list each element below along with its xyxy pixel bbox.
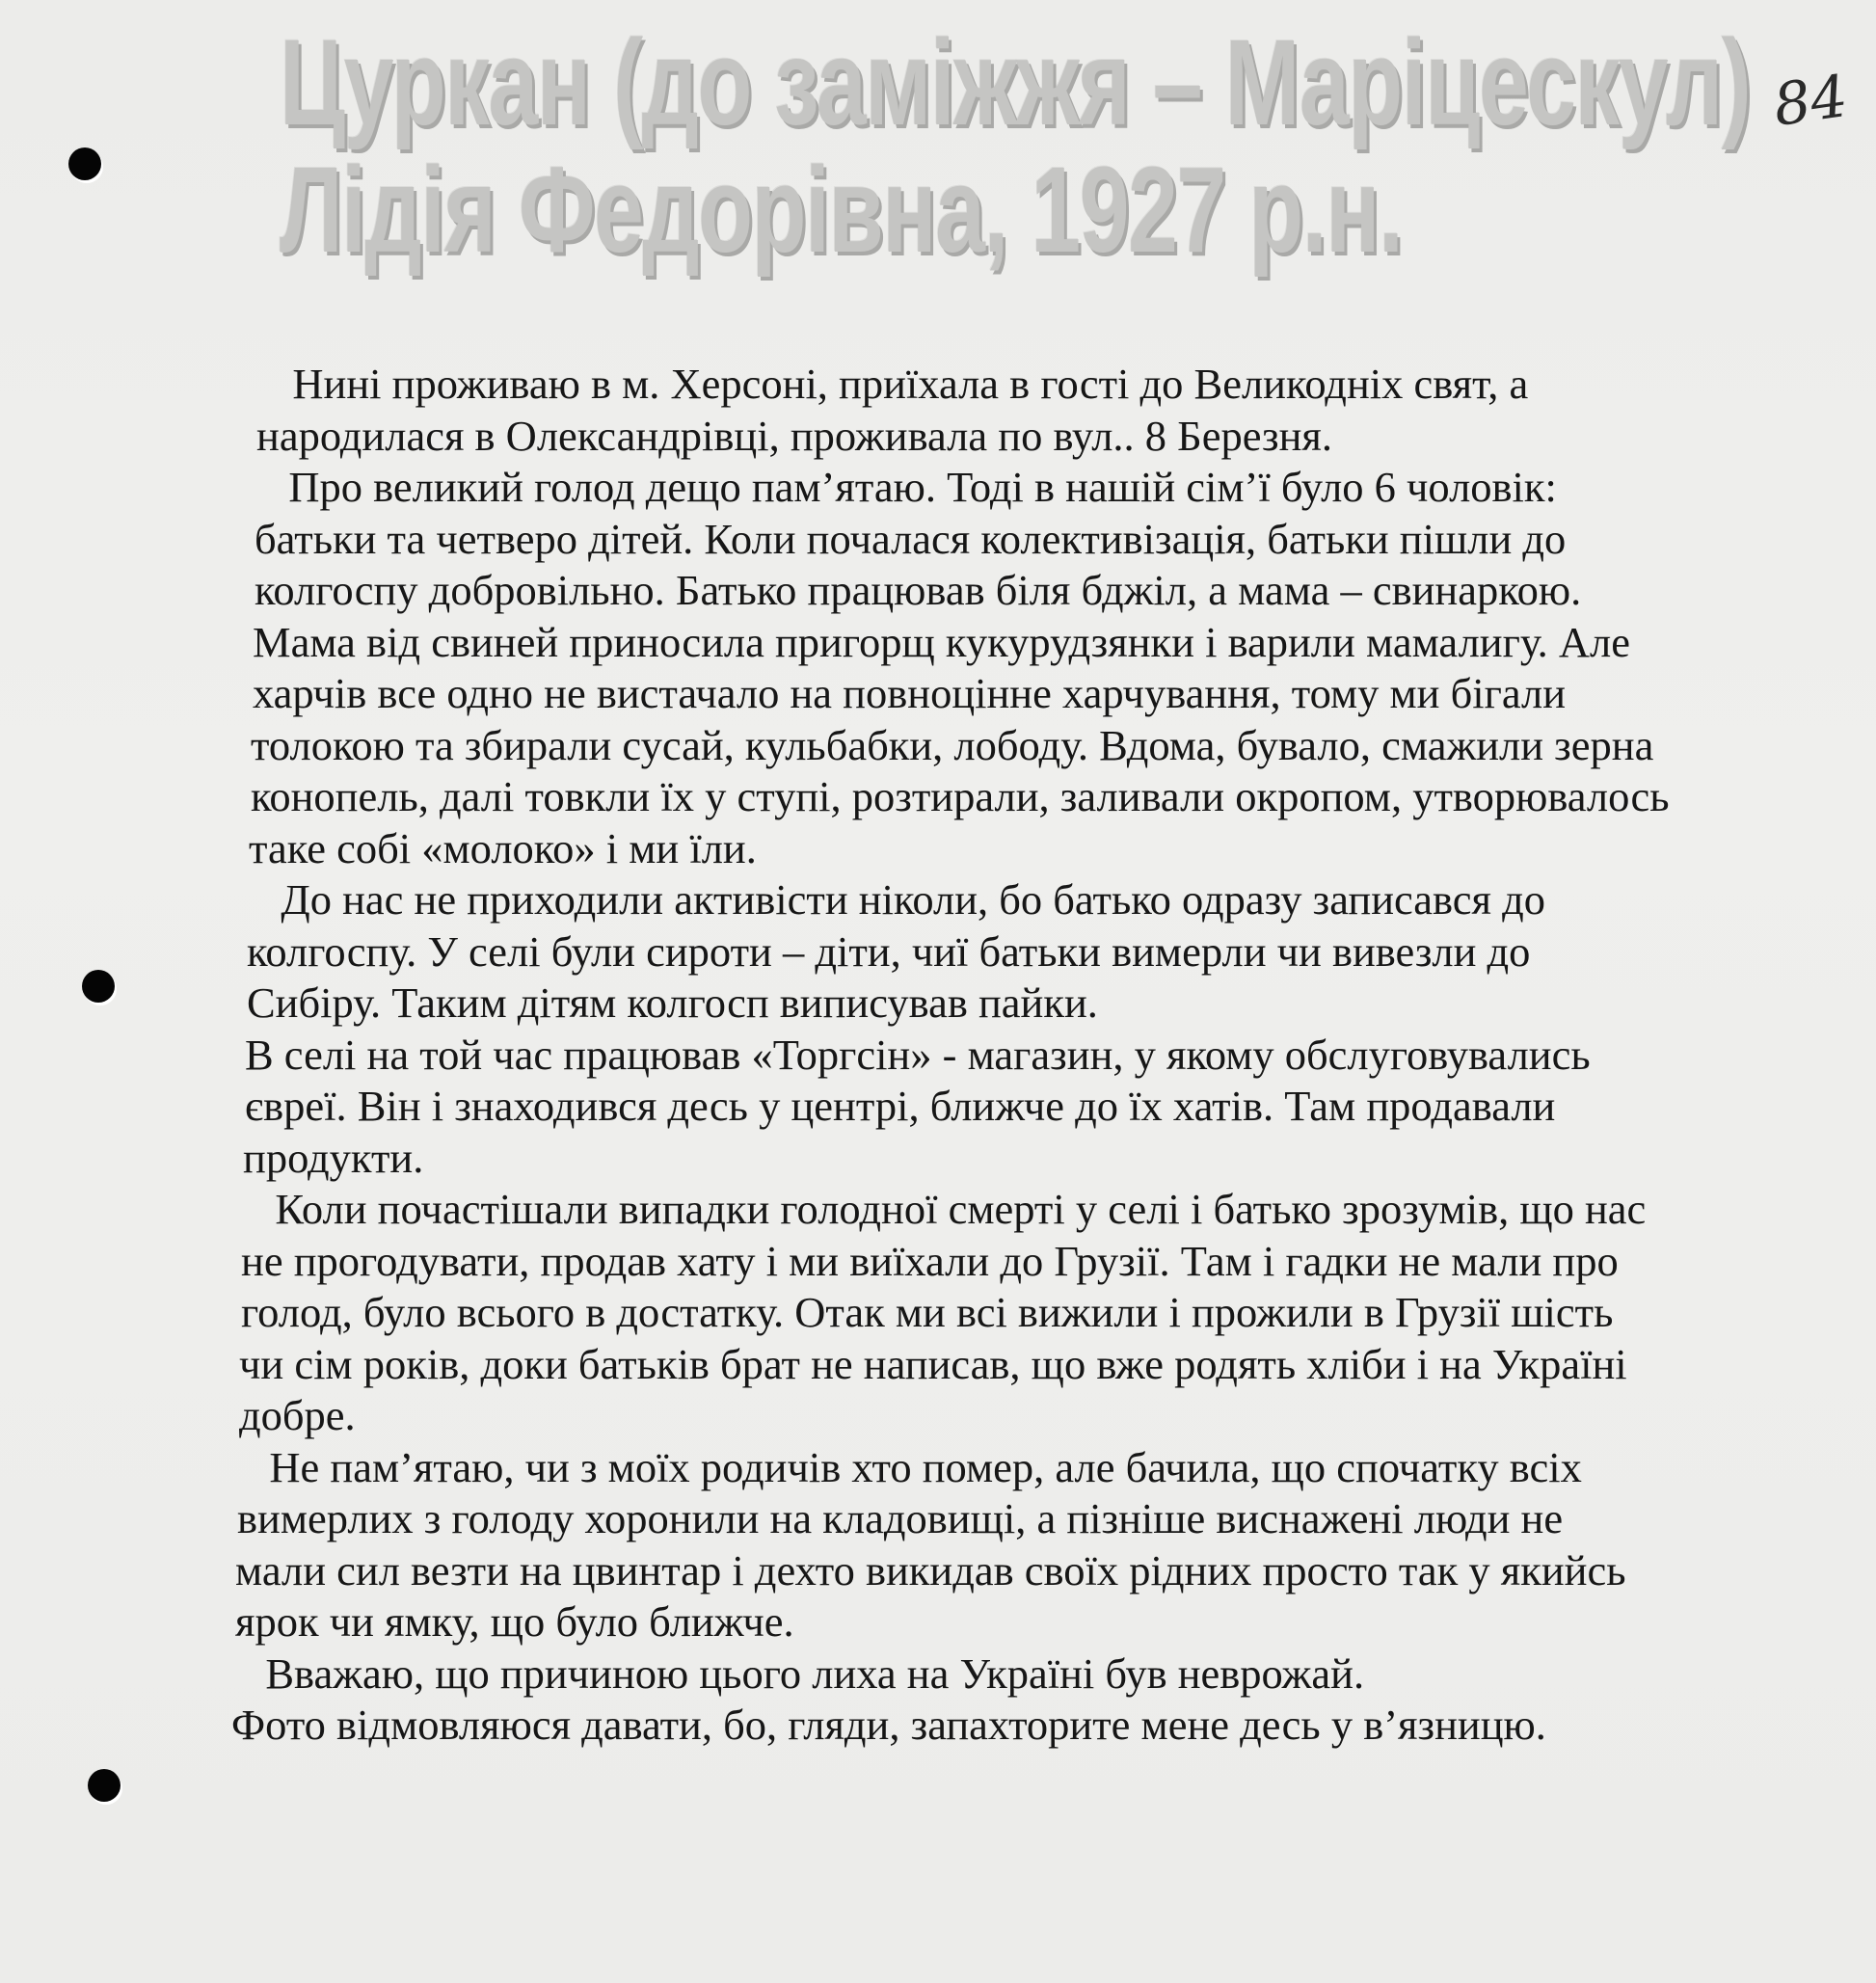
title-line-1: Цуркан (до заміжжя – Маріцескул) — [280, 14, 1751, 150]
text-line: ярок чи ямку, що було ближче. — [235, 1597, 794, 1646]
text-line: чи сім років, доки батьків брат не написав, що вже родять хліби і на Україні — [239, 1339, 1627, 1388]
text-line: голод, було всього в достатку. Отак ми всі вижили і прожили в Грузії шість — [241, 1288, 1614, 1336]
handwritten-page-number: 84 — [1769, 63, 1852, 140]
text-line: Коли почастішали випадки голодної смерті у селі і батько зрозумів, що нас — [243, 1185, 1647, 1233]
punch-hole — [82, 970, 115, 1003]
text-line: Нині проживаю в м. Херсоні, приїхала в гості до Великодніх свят, а — [260, 360, 1529, 408]
text-line: Мама від свиней приносила пригорщ кукурудзянки і варили мамалигу. Але — [253, 617, 1630, 666]
text-line: народилася в Олександрівці, проживала по вул.. 8 Березня. — [256, 411, 1333, 460]
document-title — [280, 14, 1751, 278]
text-line: мали сил везти на цвинтар і дехто викидав своїх рідних просто так у якийсь — [235, 1545, 1626, 1594]
text-line: колгоспу добровільно. Батько працював біля бджіл, а мама – свинаркою. — [255, 566, 1582, 614]
text-line: батьки та четверо дітей. Коли почалася колективізація, батьки пішли до — [255, 514, 1567, 563]
text-line: конопель, далі товкли їх у ступі, розтирали, заливали окропом, утворювалось — [251, 772, 1670, 820]
text-line: Про великий голод дещо пам’ятаю. Тоді в нашій сім’ї було 6 чоловік: — [256, 463, 1557, 511]
text-line: продукти. — [243, 1133, 424, 1182]
text-line: таке собі «молоко» і ми їли. — [249, 823, 757, 872]
text-line: колгоспу. У селі були сироти – діти, чиї батьки вимерли чи вивезли до — [247, 926, 1531, 976]
title-line-2: Лідія Федорівна, 1927 р.н. — [280, 142, 1403, 278]
text-line: Фото відмовляюся давати, бо, гляди, запахторите мене десь у в’язницю. — [231, 1701, 1546, 1749]
text-line: євреї. Він і знаходився десь у центрі, ближче до їх хатів. Там продавали — [245, 1082, 1556, 1130]
text-line: Не пам’ятаю, чи з моїх родичів хто помер, але бачила, що спочатку всіх — [237, 1442, 1582, 1491]
text-line: толокою та збирали сусай, кульбабки, лободу. Вдома, бувало, смажили зерна — [251, 720, 1654, 769]
text-line: добре. — [239, 1391, 356, 1439]
text-line: До нас не приходили активісти ніколи, бо батько одразу записався до — [249, 875, 1546, 924]
punch-hole — [68, 147, 101, 180]
text-line: не прогодувати, продав хату і ми виїхали до Грузії. Там і гадки не мали про — [241, 1236, 1619, 1285]
text-line: Сибіру. Таким дітям колгосп виписував пайки. — [247, 978, 1098, 1027]
text-line: В селі на той час працював «Торгсін» - магазин, у якому обслуговувались — [245, 1030, 1591, 1079]
testimony-text — [231, 359, 1764, 1752]
text-line: вимерлих з голоду хоронили на кладовищі, а пізніше виснажені люди не — [237, 1494, 1564, 1542]
text-line: харчів все одно не вистачало на повноцінне харчування, тому ми бігали — [253, 669, 1567, 717]
text-line: Вважаю, що причиною цього лиха на Україні був неврожай. — [233, 1648, 1365, 1698]
punch-hole — [88, 1769, 121, 1802]
